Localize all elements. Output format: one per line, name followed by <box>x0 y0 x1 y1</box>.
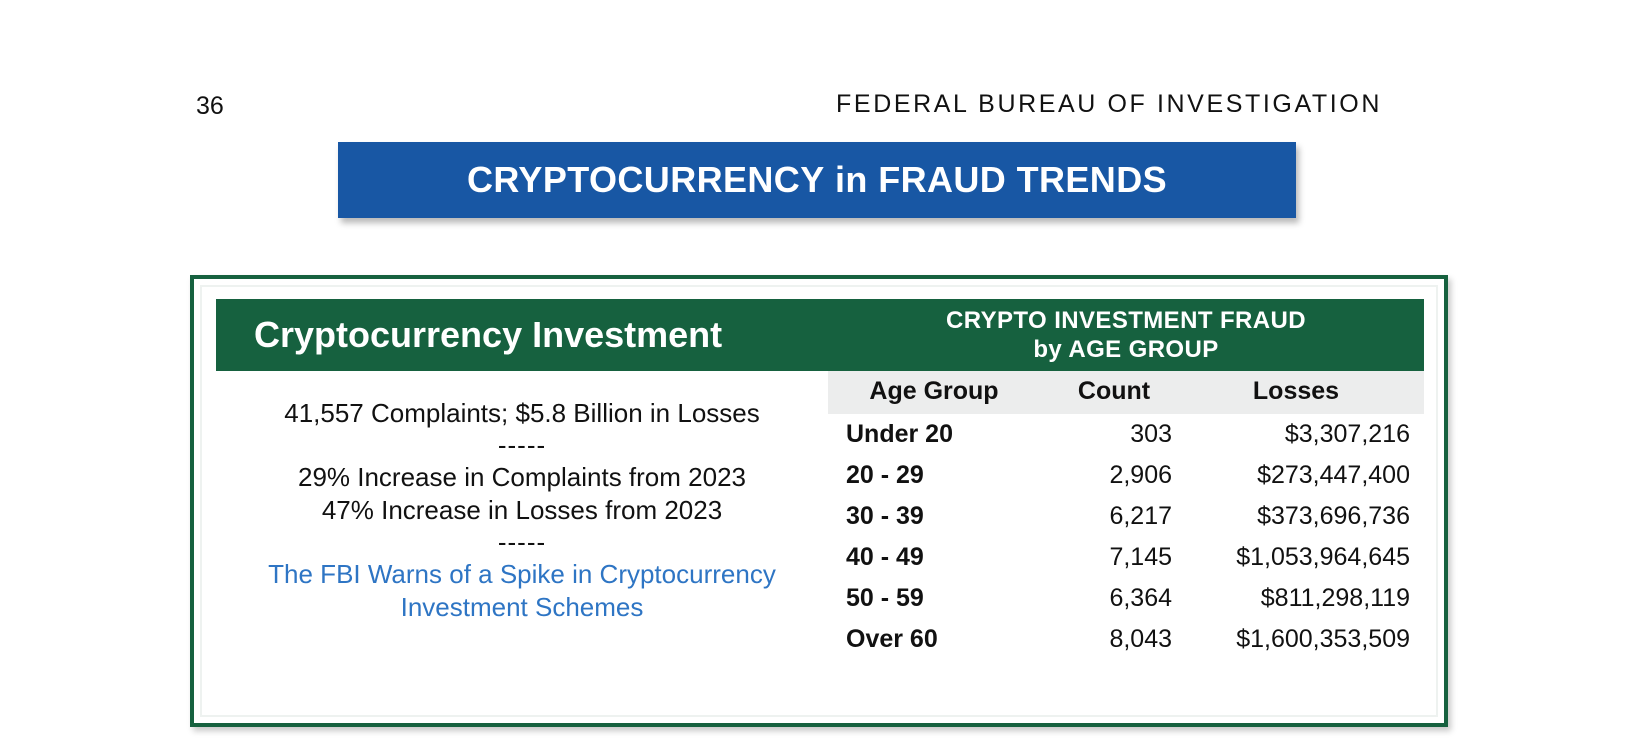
cell-age-group: 40 - 49 <box>846 543 924 571</box>
cell-losses: $273,447,400 <box>1257 461 1410 489</box>
table-row <box>828 455 1424 496</box>
spacer-top <box>216 375 828 397</box>
panel-header-bar <box>216 299 1424 371</box>
slide-title-part2: in <box>824 159 879 200</box>
cell-losses: $1,053,964,645 <box>1236 543 1410 571</box>
slide-title-banner <box>338 142 1296 218</box>
slide-title <box>467 159 1167 201</box>
warning-link-line-2[interactable]: Investment Schemes <box>400 592 644 623</box>
cell-losses: $3,307,216 <box>1284 420 1410 448</box>
organization-name: FEDERAL BUREAU OF INVESTIGATION <box>836 90 1382 118</box>
table-row <box>828 414 1424 455</box>
cell-count: 8,043 <box>1109 625 1172 653</box>
warning-link-line-1[interactable]: The FBI Warns of a Spike in Cryptocurrency <box>268 559 776 590</box>
table-header-row <box>828 371 1424 414</box>
panel-header-right-title <box>828 306 1424 365</box>
cell-count: 303 <box>1130 420 1172 448</box>
cell-count: 6,364 <box>1109 584 1172 612</box>
cell-losses: $811,298,119 <box>1260 584 1410 612</box>
fraud-by-age-table-wrapper <box>828 371 1424 660</box>
cell-losses: $1,600,353,509 <box>1236 625 1410 653</box>
summary-text-block <box>216 375 828 625</box>
summary-stat-line: 41,557 Complaints; $5.8 Billion in Losses <box>284 398 760 428</box>
panel-header-left-title: Cryptocurrency Investment <box>254 314 723 355</box>
summary-divider-2: ----- <box>497 527 547 558</box>
cell-age-group: Over 60 <box>846 625 938 653</box>
table-row <box>828 619 1424 660</box>
table-row <box>828 537 1424 578</box>
table-row <box>828 496 1424 537</box>
slide-title-part3: FRAUD TRENDS <box>878 159 1168 200</box>
panel-header-right-line2: by AGE GROUP <box>1033 336 1219 363</box>
summary-losses-increase: 47% Increase in Losses from 2023 <box>321 495 723 526</box>
summary-divider-1: ----- <box>497 430 547 461</box>
cell-age-group: 30 - 39 <box>846 502 924 530</box>
column-header-age-group: Age Group <box>828 371 1034 414</box>
cell-count: 2,906 <box>1109 461 1172 489</box>
fraud-by-age-table <box>828 371 1424 660</box>
page-number: 36 <box>196 92 224 120</box>
cell-count: 7,145 <box>1109 543 1172 571</box>
table-row <box>828 578 1424 619</box>
cell-age-group: 50 - 59 <box>846 584 924 612</box>
column-header-losses: Losses <box>1194 371 1424 414</box>
summary-complaints-increase: 29% Increase in Complaints from 2023 <box>297 461 746 492</box>
cell-losses: $373,696,736 <box>1257 502 1410 530</box>
column-header-count: Count <box>1034 371 1194 414</box>
cell-age-group: 20 - 29 <box>846 461 924 489</box>
slide-title-part1: CRYPTOCURRENCY <box>466 159 825 200</box>
panel-header-right-line1: CRYPTO INVESTMENT FRAUD <box>946 306 1306 334</box>
cell-age-group: Under 20 <box>846 420 953 448</box>
content-card <box>190 275 1448 727</box>
cell-count: 6,217 <box>1109 502 1172 530</box>
